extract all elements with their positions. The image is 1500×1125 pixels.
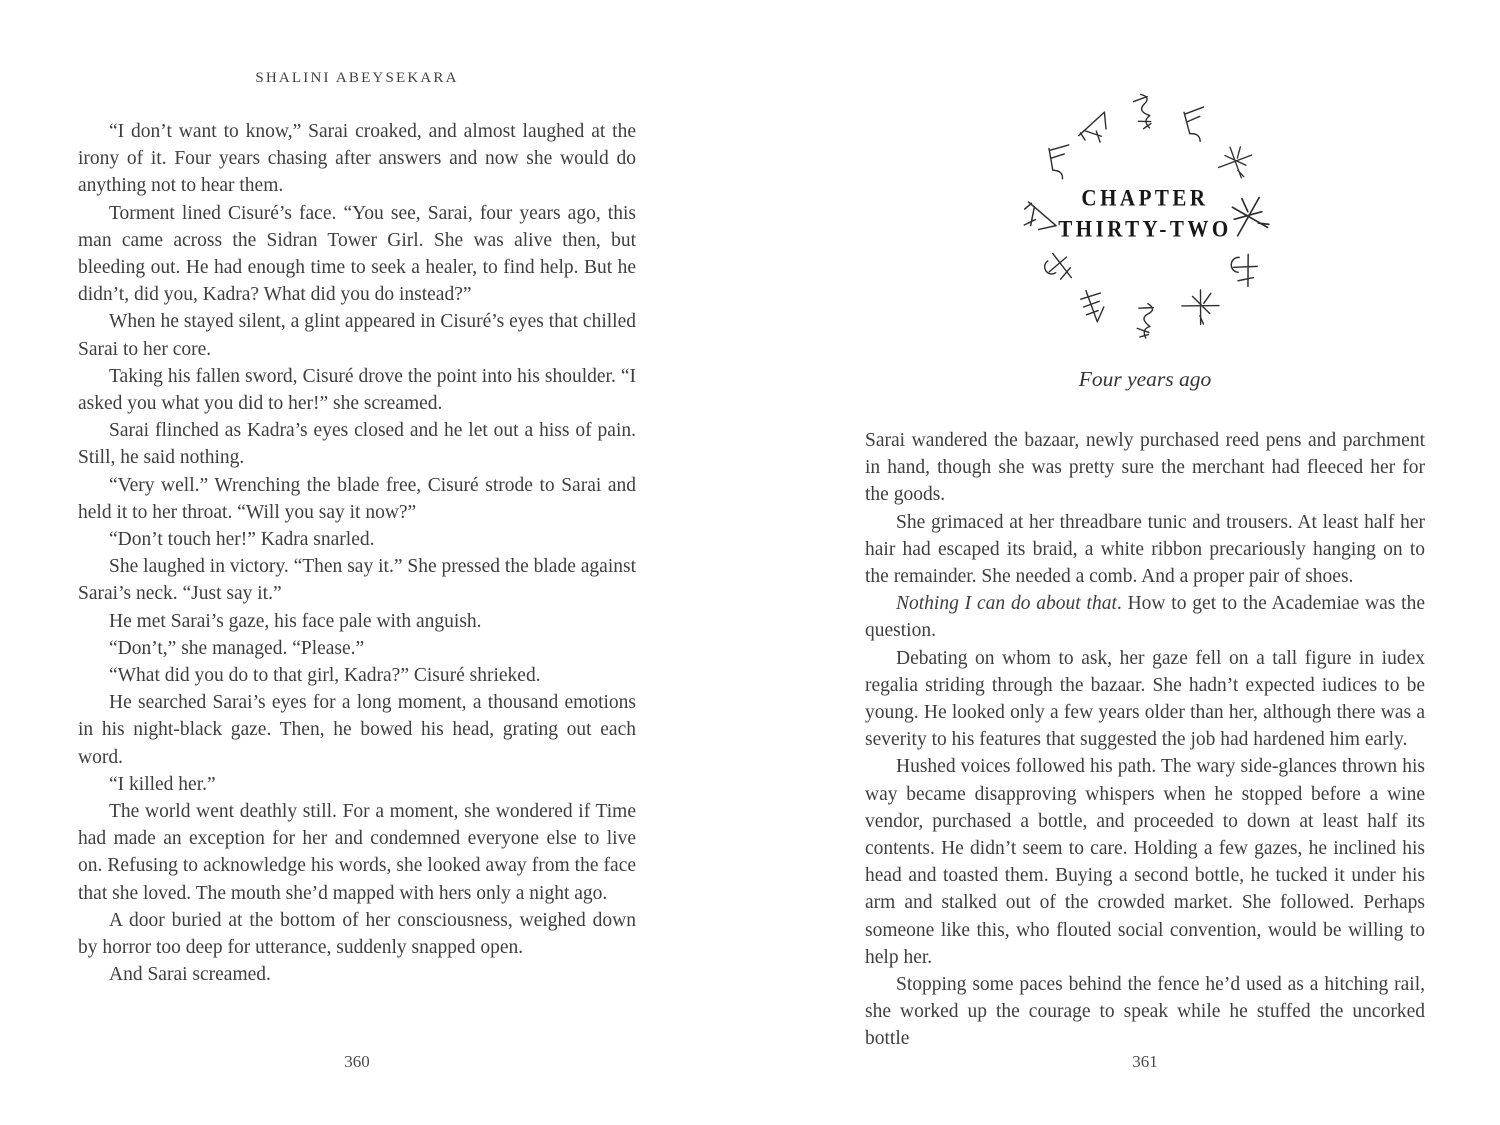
section-subtitle: Four years ago <box>1078 367 1212 391</box>
running-head: SHALINI ABEYSEKARA <box>255 70 459 86</box>
right-page-text <box>865 427 1425 1053</box>
left-page-text <box>78 118 636 989</box>
right-page <box>865 0 1425 1125</box>
paragraph: “I don’t want to know,” Sarai croaked, and almost laughed at the irony of it. Four years chasing after answers and now she would do anything not to hear them. <box>78 121 636 197</box>
paragraph: “Don’t,” she managed. “Please.” <box>109 637 365 659</box>
paragraph: He met Sarai’s gaze, his face pale with anguish. <box>109 610 482 632</box>
paragraph: The world went deathly still. For a moment, she wondered if Time had made an exception for her and condemned everyone else to live on. Refusing to acknowledge his words, she looked away from the face that she loved. The mouth she’d mapped with hers only a night ago. <box>78 801 636 904</box>
paragraph: “Don’t touch her!” Kadra snarled. <box>109 529 375 551</box>
paragraph: “What did you do to that girl, Kadra?” Cisuré shrieked. <box>109 665 541 687</box>
paragraph: A door buried at the bottom of her consciousness, weighed down by horror too deep for utterance, suddenly snapped open. <box>78 909 636 959</box>
paragraph: Taking his fallen sword, Cisuré drove the point into his shoulder. “I asked you what you did to her!” she screamed. <box>78 365 636 415</box>
chapter-title-line1: CHAPTER <box>1081 185 1209 211</box>
left-page <box>78 0 636 1125</box>
paragraph-rest: . How to get to the Academiae was the question. <box>865 593 1425 642</box>
paragraph: He searched Sarai’s eyes for a long moment, a thousand emotions in his night-black gaze. Then, he bowed his head, grating out each word. <box>78 692 636 768</box>
paragraph: “Very well.” Wrenching the blade free, Cisuré strode to Sarai and held it to her throat. “Will you say it now?” <box>78 474 636 523</box>
paragraph <box>865 590 1425 644</box>
chapter-title-line2: THIRTY-TWO <box>1058 216 1232 242</box>
page-number-left: 360 <box>344 1052 370 1071</box>
paragraph: Stopping some paces behind the fence he’d used as a hitching rail, she worked up the courage to speak while he stuffed the uncorked bottle <box>865 974 1425 1050</box>
paragraph: Debating on whom to ask, her gaze fell on a tall figure in iudex regalia striding through the bazaar. She hadn’t expected iudices to be young. He looked only a few years older than her, although there was a severity to his features that suggested the job had hardened him early. <box>865 647 1425 751</box>
paragraph: Sarai flinched as Kadra’s eyes closed and he let out a hiss of pain. Still, he said nothing. <box>78 420 636 469</box>
paragraph: Sarai wandered the bazaar, newly purchased reed pens and parchment in hand, though she was pretty sure the merchant had fleeced her for the goods. <box>865 430 1425 506</box>
chapter-ornament <box>1016 88 1274 340</box>
paragraph: She grimaced at her threadbare tunic and trousers. At least half her hair had escaped its braid, a white ribbon precariously hanging on to the remainder. She needed a comb. And a proper pair of shoes. <box>865 511 1425 588</box>
paragraph: And Sarai screamed. <box>109 964 271 986</box>
page-number-right: 361 <box>1132 1052 1158 1071</box>
paragraph: When he stayed silent, a glint appeared in Cisuré’s eyes that chilled Sarai to her core. <box>78 311 636 360</box>
paragraph: She laughed in victory. “Then say it.” She pressed the blade against Sarai’s neck. “Just say it.” <box>78 556 636 605</box>
paragraph: “I killed her.” <box>109 773 216 795</box>
paragraph: Torment lined Cisuré’s face. “You see, Sarai, four years ago, this man came across the Sidran Tower Girl. She was alive then, but bleeding out. He had enough time to seek a healer, to find help. But he didn’t, did you, Kadra? What did you do instead?” <box>78 202 636 306</box>
chapter-title <box>1016 88 1274 340</box>
paragraph: Hushed voices followed his path. The wary side-glances thrown his way became disapproving whispers when he stopped before a wine vendor, purchased a bottle, and proceeded to down at least half its contents. He didn’t seem to care. Holding a few gazes, he inclined his head and toasted them. Buying a second bottle, he tucked it under his arm and stalked out of the crowded market. She followed. Perhaps someone like this, who flouted social convention, would be willing to help her. <box>865 756 1425 968</box>
italic-phrase: Nothing I can do about that <box>896 593 1117 615</box>
